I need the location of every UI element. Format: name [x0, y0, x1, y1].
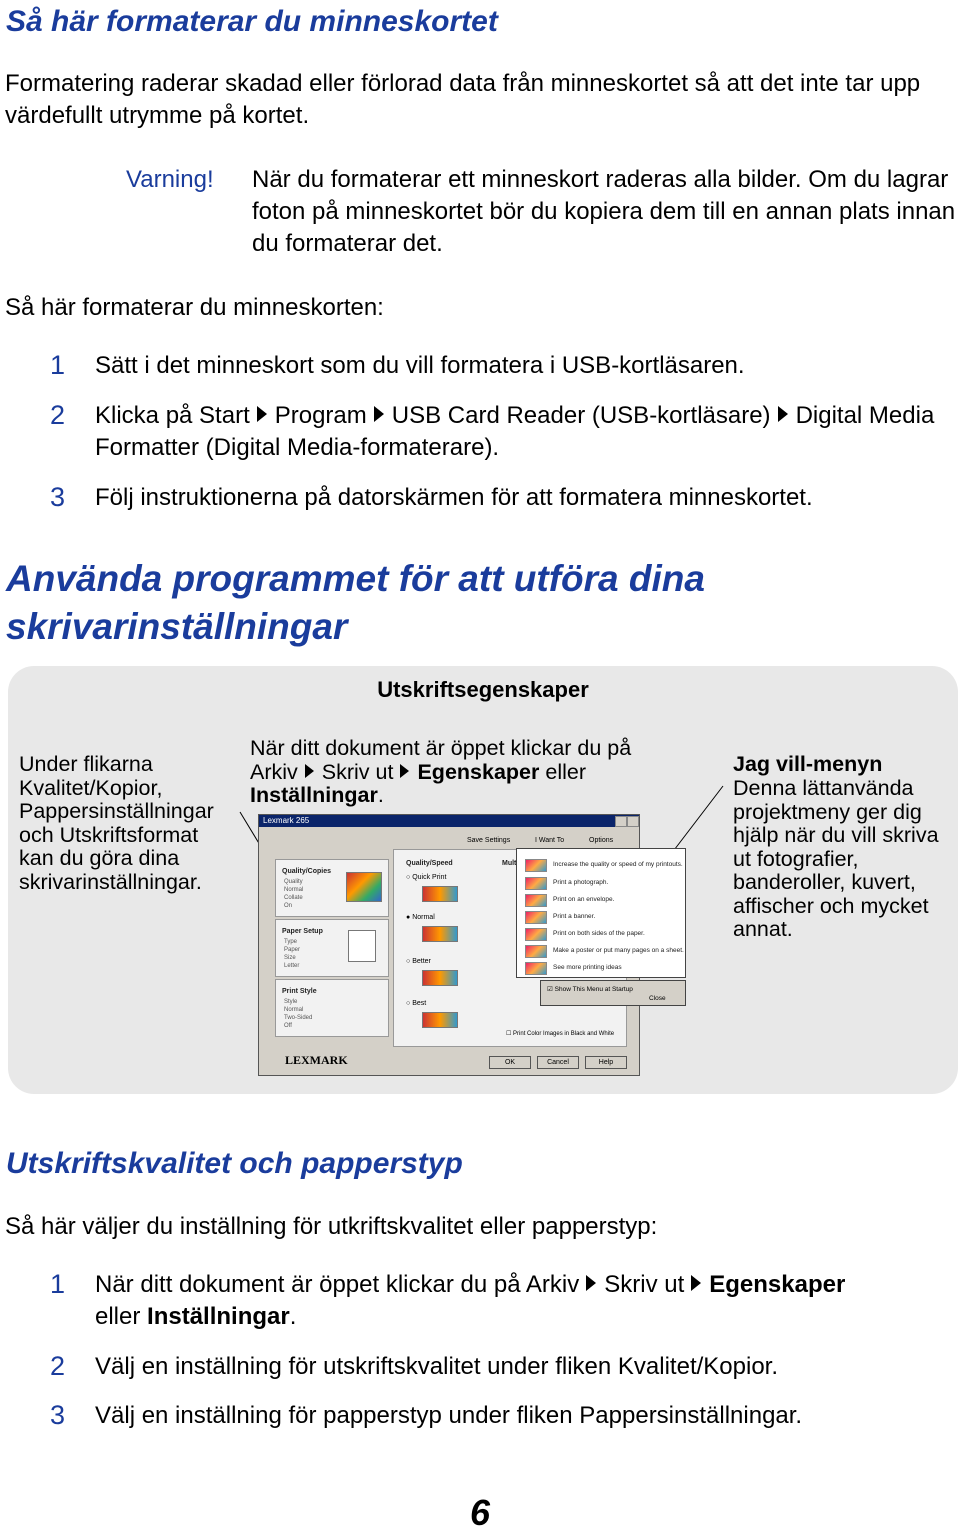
quality-thumbnail — [422, 926, 458, 942]
intro-paragraph: Formatering raderar skadad eller förlorad data från minneskortet så att det inte tar upp värdefullt utrymme på kortet. — [5, 70, 921, 129]
section-title-format: Så här formaterar du minneskortet — [6, 5, 498, 38]
toolbar-save-settings[interactable]: Save Settings — [467, 837, 511, 844]
arrow-right-icon — [586, 1275, 596, 1291]
quality-option-best[interactable]: ○ Best — [406, 1000, 427, 1007]
quality-thumbnail — [422, 970, 458, 986]
step-text: När ditt dokument är öppet klickar du på Arkiv Skriv ut Egenskaper eller Inställningar. — [95, 1271, 846, 1330]
help-button[interactable]: Help — [585, 1056, 627, 1069]
step-text: Välj en inställning för utskriftskvalitet under fliken Kvalitet/Kopior. — [95, 1353, 779, 1380]
photo-icon — [525, 859, 547, 872]
close-icon[interactable] — [627, 816, 639, 827]
panel-right-title: Jag vill-menyn — [733, 752, 883, 776]
i-want-to-menu — [516, 848, 686, 978]
quality-thumbnail — [346, 872, 382, 902]
quality-option-normal[interactable]: ● Normal — [406, 914, 435, 921]
duplex-icon — [525, 928, 547, 941]
step-text: Välj en inställning för papperstyp under fliken Pappersinställningar. — [95, 1402, 803, 1429]
steps-intro: Så här formaterar du minneskorten: — [5, 294, 384, 321]
section-title-quality: Utskriftskvalitet och papperstyp — [6, 1147, 463, 1180]
lexmark-logo: LEXMARK — [285, 1053, 348, 1067]
cancel-button[interactable]: Cancel — [537, 1056, 579, 1069]
ideas-icon — [525, 962, 547, 975]
panel-right-text: Denna lättanvända projektmeny ger dig hjälp när du vill skriva ut fotografier, banderoller, kuvert, affischer och mycket annat. — [733, 776, 939, 941]
ok-button[interactable]: OK — [489, 1056, 531, 1069]
panel-center-text: När ditt dokument är öppet klickar du på Arkiv Skriv ut Egenskaper eller Inställningar. — [250, 736, 632, 807]
menu-close-button[interactable]: Close — [649, 995, 666, 1002]
menu-item[interactable]: Increase the quality or speed of my printouts. — [553, 861, 683, 868]
poster-icon — [525, 945, 547, 958]
step-number: 1 — [50, 1269, 66, 1299]
step-number: 2 — [50, 400, 66, 430]
quality-content-area: Quality/Speed Mult ○ Quick Print ● Normal ○ Better ○ Best ☐ Print Color Images in Black and White — [393, 849, 627, 1047]
step-text: Följ instruktionerna på datorskärmen för att formatera minneskortet. — [95, 484, 813, 511]
menu-footer — [540, 980, 686, 1006]
page-number: 6 — [469, 1492, 491, 1533]
arrow-right-icon — [691, 1275, 701, 1291]
tab-paper-setup[interactable]: Paper Setup Type Paper Size Letter — [275, 919, 389, 977]
toolbar-i-want-to[interactable]: I Want To — [535, 837, 565, 844]
color-option[interactable]: ☐ Print Color Images in Black and White — [506, 1031, 615, 1037]
quality-thumbnail — [422, 886, 458, 902]
help-icon[interactable] — [615, 816, 627, 827]
step-number: 2 — [50, 1351, 66, 1381]
step-text: Sätt i det minneskort som du vill formatera i USB-kortläsaren. — [95, 352, 745, 379]
tab-print-style[interactable]: Print Style Style Normal Two-Sided Off — [275, 979, 389, 1037]
quality-thumbnail — [422, 1012, 458, 1028]
banner-icon — [525, 911, 547, 924]
toolbar-options[interactable]: Options — [589, 837, 614, 844]
paper-thumbnail — [348, 930, 376, 962]
quality-option-better[interactable]: ○ Better — [406, 958, 431, 965]
step-number: 3 — [50, 1400, 66, 1430]
show-menu-checkbox[interactable]: ☑ Show This Menu at Startup — [547, 986, 633, 993]
menu-item[interactable]: See more printing ideas — [553, 964, 622, 971]
menu-item[interactable]: Make a poster or put many pages on a sheet. — [553, 947, 684, 954]
menu-item[interactable]: Print a photograph. — [553, 879, 609, 886]
section-title-program: Använda programmet för att utföra dina skrivarinställningar — [6, 558, 705, 647]
warning-text: När du formaterar ett minneskort raderas alla bilder. Om du lagrar foton på minneskortet bör du kopiera dem till en annan plats innan du formaterar det. — [252, 166, 956, 257]
step-number: 3 — [50, 482, 66, 512]
step-number: 1 — [50, 350, 66, 380]
quality-option-quick[interactable]: ○ Quick Print — [406, 874, 447, 881]
tab-quality-copies[interactable]: Quality/Copies Quality Normal Collate On — [275, 859, 389, 917]
warning-label: Varning! — [126, 166, 214, 193]
menu-item[interactable]: Print on both sides of the paper. — [553, 930, 645, 937]
menu-item[interactable]: Print a banner. — [553, 913, 596, 920]
panel-title: Utskriftsegenskaper — [377, 677, 589, 702]
window-titlebar: Lexmark 265 — [259, 815, 639, 827]
step-text: Klicka på Start Program USB Card Reader (USB-kortläsare) Digital Media Formatter (Digital Media-formaterare). — [95, 402, 935, 461]
menu-item[interactable]: Print on an envelope. — [553, 896, 615, 903]
envelope-icon — [525, 894, 547, 907]
quality-intro: Så här väljer du inställning för utkriftskvalitet eller papperstyp: — [5, 1213, 658, 1240]
photo-icon — [525, 877, 547, 890]
panel-left-text: Under flikarna Kvalitet/Kopior, Pappersinställningar och Utskriftsformat kan du göra dina skrivarinställningar. — [19, 752, 214, 894]
